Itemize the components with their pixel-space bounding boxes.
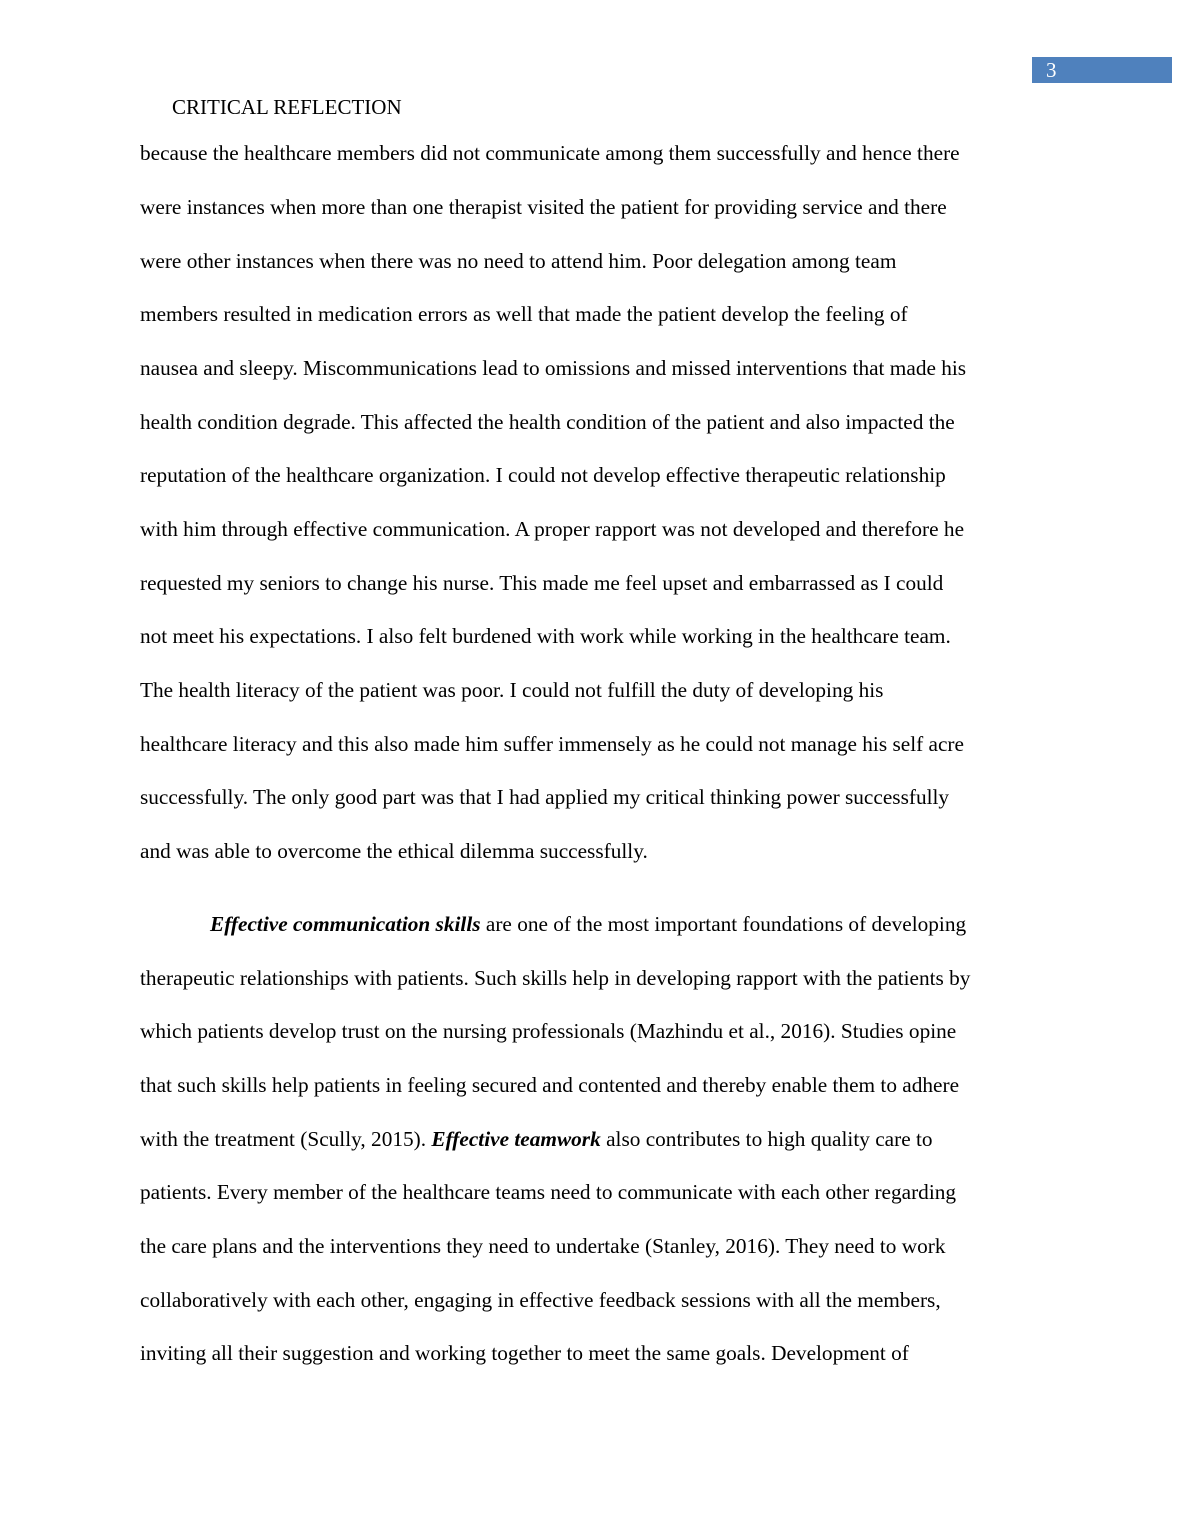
text-line: inviting all their suggestion and working together to meet the same goals. Development of	[140, 1341, 909, 1365]
text-line: The health literacy of the patient was poor. I could not fulfill the duty of developing his	[140, 678, 884, 702]
text-line: which patients develop trust on the nursing professionals (Mazhindu et al., 2016). Studies opine	[140, 1019, 957, 1043]
text-line: therapeutic relationships with patients. Such skills help in developing rapport with the patients by	[140, 966, 971, 990]
text-span: are one of the most important foundations of developing	[480, 912, 967, 936]
text-line: successfully. The only good part was that I had applied my critical thinking power successfully	[140, 785, 950, 809]
text-line: nausea and sleepy. Miscommunications lead to omissions and missed interventions that made his	[140, 356, 967, 380]
text-line	[210, 910, 966, 938]
page-number: 3	[1046, 58, 1057, 82]
text-line: the care plans and the interventions they need to undertake (Stanley, 2016). They need to work	[140, 1234, 946, 1258]
text-line: with him through effective communication. A proper rapport was not developed and therefore he	[140, 517, 965, 541]
text-line: because the healthcare members did not communicate among them successfully and hence there	[140, 141, 960, 165]
text-line: were other instances when there was no need to attend him. Poor delegation among team	[140, 249, 897, 273]
text-span: also contributes to high quality care to	[600, 1127, 933, 1151]
text-line: patients. Every member of the healthcare teams need to communicate with each other regarding	[140, 1180, 957, 1204]
text-line: that such skills help patients in feeling secured and contented and thereby enable them to adhere	[140, 1073, 960, 1097]
text-line: and was able to overcome the ethical dilemma successfully.	[140, 839, 648, 863]
text-line: reputation of the healthcare organization. I could not develop effective therapeutic relationship	[140, 463, 946, 487]
text-line: were instances when more than one therapist visited the patient for providing service and there	[140, 195, 947, 219]
text-line: collaboratively with each other, engaging in effective feedback sessions with all the members,	[140, 1288, 941, 1312]
text-line	[140, 1125, 933, 1153]
text-line: health condition degrade. This affected the health condition of the patient and also impacted the	[140, 410, 955, 434]
running-head: CRITICAL REFLECTION	[172, 95, 402, 119]
text-span: with the treatment (Scully, 2015).	[140, 1127, 432, 1151]
emphasis-effective-teamwork: Effective teamwork	[431, 1127, 601, 1151]
text-line: requested my seniors to change his nurse. This made me feel upset and embarrassed as I could	[140, 571, 944, 595]
page-number-box	[1032, 57, 1172, 83]
emphasis-effective-communication-skills: Effective communication skills	[210, 912, 481, 936]
text-line: healthcare literacy and this also made him suffer immensely as he could not manage his self acre	[140, 732, 964, 756]
text-line: members resulted in medication errors as well that made the patient develop the feeling of	[140, 302, 908, 326]
text-line: not meet his expectations. I also felt burdened with work while working in the healthcare team.	[140, 624, 951, 648]
